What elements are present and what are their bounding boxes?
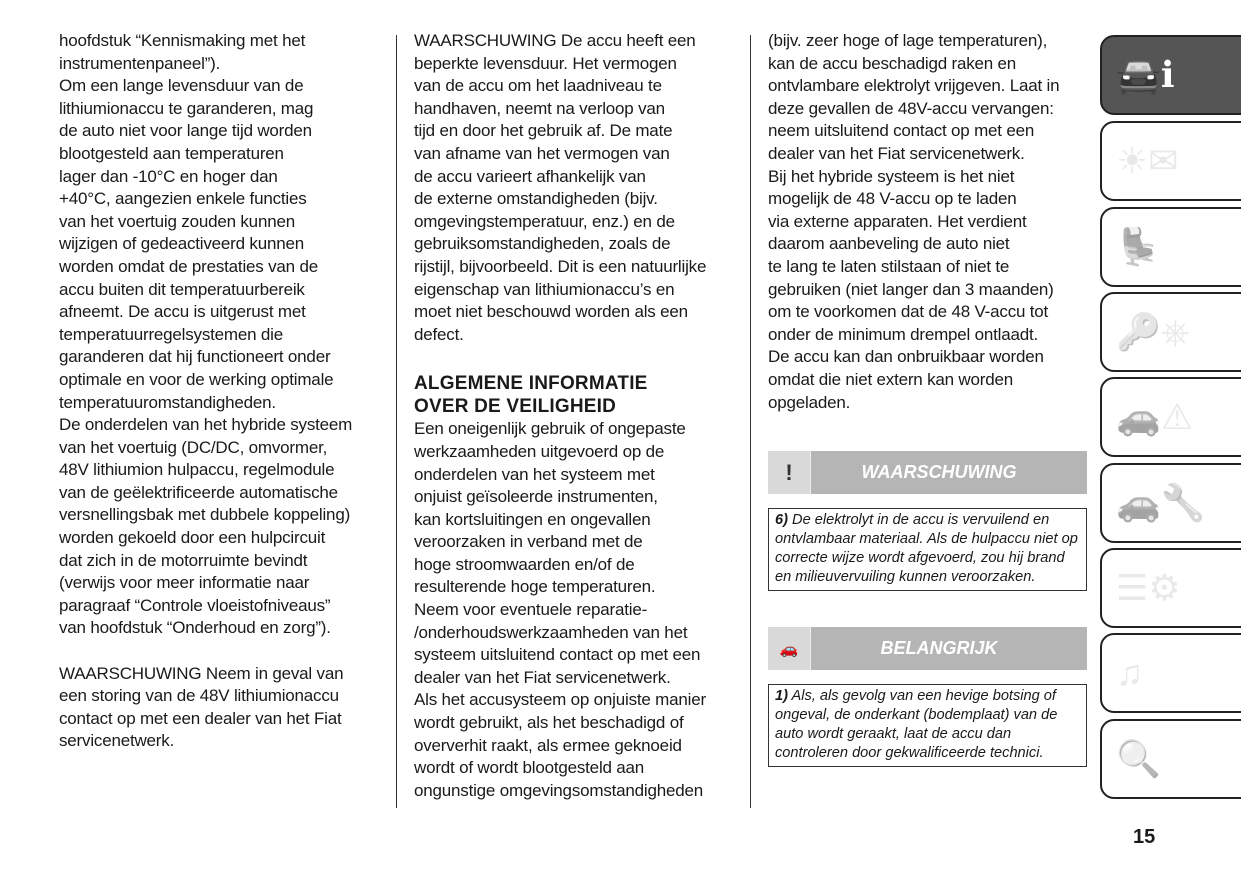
chapter-tab-5[interactable] xyxy=(1100,377,1241,457)
text-line: afneemt. De accu is uitgerust met xyxy=(59,302,306,322)
text-line: temperatuuromstandigheden. xyxy=(59,392,276,412)
important-header xyxy=(768,627,1087,670)
text-line: /onderhoudswerkzaamheden van het xyxy=(414,622,688,642)
text-line: eigenschap van lithiumionaccu’s en xyxy=(414,279,675,299)
text-line: (verwijs voor meer informatie naar xyxy=(59,573,310,593)
text-line: van afname van het vermogen van xyxy=(414,143,670,163)
text-line: +40°C, aangezien enkele functies xyxy=(59,189,307,209)
text-line: De accu kan dan onbruikbaar worden xyxy=(768,347,1044,367)
text-line: dat zich in de motorruimte bevindt xyxy=(59,550,308,570)
text-line: daarom aanbeveling de auto niet xyxy=(768,234,1010,254)
text-line: kan de accu beschadigd raken en xyxy=(768,53,1017,73)
text-line: Als het accusysteem op onjuiste manier xyxy=(414,690,706,710)
text-line: worden omdat de prestaties van de xyxy=(59,256,318,276)
column-divider xyxy=(750,35,751,808)
text-line: defect. xyxy=(414,324,464,344)
text-line: lithiumionaccu te garanderen, mag xyxy=(59,98,314,118)
text-line: Een oneigenlijk gebruik of ongepaste xyxy=(414,419,686,439)
car-wrench-icon: 🚗🔧 xyxy=(1116,482,1206,523)
text-line: van het voertuig zouden kunnen xyxy=(59,211,295,231)
car-hazard-triangle-icon: 🚗⚠ xyxy=(1116,396,1194,437)
text-line: worden gekoeld door een hulpcircuit xyxy=(59,528,326,548)
paragraph-warning-malfunction xyxy=(59,663,352,753)
list-gears-icon: ☰⚙ xyxy=(1116,567,1181,608)
text-line: accu buiten dit temperatuurbereik xyxy=(59,279,305,299)
text-line: wijzigen of gedeactiveerd kunnen xyxy=(59,234,304,254)
heading-line: ALGEMENE INFORMATIE xyxy=(414,373,648,395)
warning-header xyxy=(768,451,1087,494)
text-line: de externe omstandigheden (bijv. xyxy=(414,189,658,209)
text-line: via externe apparaten. Het verdient xyxy=(768,211,1027,231)
text-line: mogelijk de 48 V-accu op te laden xyxy=(768,189,1017,209)
text-line: 48V lithiumion hulpaccu, regelmodule xyxy=(59,460,335,480)
column-3 xyxy=(768,30,1059,414)
text-line: Bij het hybride systeem is het niet xyxy=(768,166,1015,186)
text-line: omdat die niet extern kan worden xyxy=(768,369,1013,389)
text-line: te lang te laten stilstaan of niet te xyxy=(768,256,1010,276)
text-line: servicenetwerk. xyxy=(59,731,175,751)
text-line: hoge stroomwaarden en/of de xyxy=(414,554,635,574)
alphabetical-index-search-icon: 🔍 xyxy=(1116,738,1161,779)
text-line: deze gevallen de 48V-accu vervangen: xyxy=(768,98,1054,118)
text-line: instrumentenpaneel”). xyxy=(59,53,221,73)
text-line: gebruiken (niet langer dan 3 maanden) xyxy=(768,279,1054,299)
chapter-tab-7[interactable] xyxy=(1100,548,1241,628)
text-line: om te voorkomen dat de 48 V-accu tot xyxy=(768,302,1049,322)
warning-triangle-icon: ! xyxy=(768,451,811,494)
text-line: paragraaf “Controle vloeistofniveaus” xyxy=(59,595,331,615)
text-line: van de accu om het laadniveau te xyxy=(414,76,662,96)
text-line: ontvlambare elektrolyt vrijgeven. Laat in xyxy=(768,76,1060,96)
text-line: ongunstige omgevingsomstandigheden xyxy=(414,780,704,800)
warning-light-message-icon: ☀✉ xyxy=(1116,140,1179,181)
paragraph-warning-lifespan xyxy=(414,30,706,346)
text-line: De onderdelen van het hybride systeem xyxy=(59,415,353,435)
text-line: de accu varieert afhankelijk van xyxy=(414,166,646,186)
multimedia-music-icon: ♫ xyxy=(1116,652,1143,693)
column-2 xyxy=(414,30,706,802)
text-line: werkzaamheden uitgevoerd op de xyxy=(414,441,665,461)
text-line: veroorzaken in verband met de xyxy=(414,532,643,552)
important-note xyxy=(768,684,1087,767)
text-line: garanderen dat hij functioneert onder xyxy=(59,347,331,367)
text-line: van de geëlektrificeerde automatische xyxy=(59,482,338,502)
text-line: onjuist geïsoleerde instrumenten, xyxy=(414,487,658,507)
text-line: versnellingsbak met dubbele koppeling) xyxy=(59,505,351,525)
airbag-seat-icon: 💺 xyxy=(1116,226,1161,267)
text-line: dealer van het Fiat servicenetwerk. xyxy=(414,667,671,687)
page-number: 15 xyxy=(1133,826,1156,848)
text-line: wordt gebruikt, als het beschadigd of xyxy=(414,713,684,733)
warning-note xyxy=(768,508,1087,591)
text-line: contact op met een dealer van het Fiat xyxy=(59,708,342,728)
text-line: kan kortsluitingen en ongevallen xyxy=(414,509,651,529)
text-line: hoofdstuk “Kennismaking met het xyxy=(59,31,306,50)
chapter-tab-1[interactable] xyxy=(1100,35,1241,115)
car-info-icon: 🚘ℹ xyxy=(1116,54,1175,95)
text-line: gebruiksomstandigheden, zoals de xyxy=(414,234,671,254)
text-line: van hoofdstuk “Onderhoud en zorg”). xyxy=(59,618,331,638)
note-number: 6) xyxy=(775,512,788,528)
section-heading xyxy=(414,372,706,418)
column-divider xyxy=(396,35,397,808)
text-line: resulterende hoge temperaturen. xyxy=(414,577,656,597)
text-line: neem uitsluitend contact op met een xyxy=(768,121,1035,141)
text-line: tijd en door het gebruik af. De mate xyxy=(414,121,673,141)
paragraph-battery-conditions xyxy=(768,30,1059,414)
text-line: optimale en voor de werking optimale xyxy=(59,369,334,389)
chapter-tab-4[interactable] xyxy=(1100,292,1241,372)
chapter-tab-6[interactable] xyxy=(1100,463,1241,543)
key-steering-wheel-icon: 🔑⎈ xyxy=(1116,310,1190,352)
text-line: lager dan -10°C en hoger dan xyxy=(59,166,278,186)
column-1 xyxy=(59,30,352,753)
paragraph-battery-temperature xyxy=(59,30,352,640)
text-line: wordt of wordt blootgesteld aan xyxy=(414,758,645,778)
text-line: moet niet beschouwd worden als een xyxy=(414,302,688,322)
chapter-tab-8[interactable] xyxy=(1100,633,1241,713)
text-line: WAARSCHUWING De accu heeft een xyxy=(414,31,696,50)
text-line: van het voertuig (DC/DC, omvormer, xyxy=(59,437,328,457)
text-line: temperatuurregelsystemen die xyxy=(59,324,284,344)
heading-line: OVER DE VEILIGHEID xyxy=(414,396,617,418)
text-line: Neem voor eventuele reparatie- xyxy=(414,600,648,620)
text-line: WAARSCHUWING Neem in geval van xyxy=(59,663,344,683)
chapter-tab-2[interactable] xyxy=(1100,121,1241,201)
text-line: Om een lange levensduur van de xyxy=(59,76,304,96)
text-line: (bijv. zeer hoge of lage temperaturen), xyxy=(768,31,1048,50)
paragraph-safety xyxy=(414,418,706,802)
text-line: handhaven, neemt na verloop van xyxy=(414,98,665,118)
text-line: onderdelen van het systeem met xyxy=(414,464,655,484)
chapter-tab-3[interactable] xyxy=(1100,207,1241,287)
note-text: De elektrolyt in de accu is vervuilend en ontvlambaar materiaal. Als de hulpaccu niet op correcte wijze wordt afgevoerd, zou hij brand en milieuvervuiling kunnen veroorzaken. xyxy=(775,512,1078,585)
text-line: beperkte levensduur. Het vermogen xyxy=(414,53,677,73)
text-line: een storing van de 48V lithiumionaccu xyxy=(59,686,339,706)
text-line: blootgesteld aan temperaturen xyxy=(59,143,284,163)
warning-title: WAARSCHUWING xyxy=(861,462,1017,482)
important-title: BELANGRIJK xyxy=(880,638,998,658)
text-line: oververhit raakt, als ermee geknoeid xyxy=(414,735,682,755)
text-line: opgeladen. xyxy=(768,392,851,412)
car-triangle-icon: 🚗 xyxy=(768,627,811,670)
text-line: systeem uitsluitend contact op met een xyxy=(414,645,701,665)
note-text: Als, als gevolg van een hevige botsing of ongeval, de onderkant (bodemplaat) van de auto wordt geraakt, laat de accu dan controleren door gekwalificeerde technici. xyxy=(775,688,1058,761)
note-number: 1) xyxy=(775,688,788,704)
text-line: dealer van het Fiat servicenetwerk. xyxy=(768,143,1025,163)
text-line: onder de minimum drempel ontlaadt. xyxy=(768,324,1039,344)
text-line: de auto niet voor lange tijd worden xyxy=(59,121,312,141)
text-line: rijstijl, bijvoorbeeld. Dit is een natuurlijke xyxy=(414,256,707,276)
text-line: omgevingstemperatuur, enz.) en de xyxy=(414,211,675,231)
chapter-tab-9[interactable] xyxy=(1100,719,1241,799)
